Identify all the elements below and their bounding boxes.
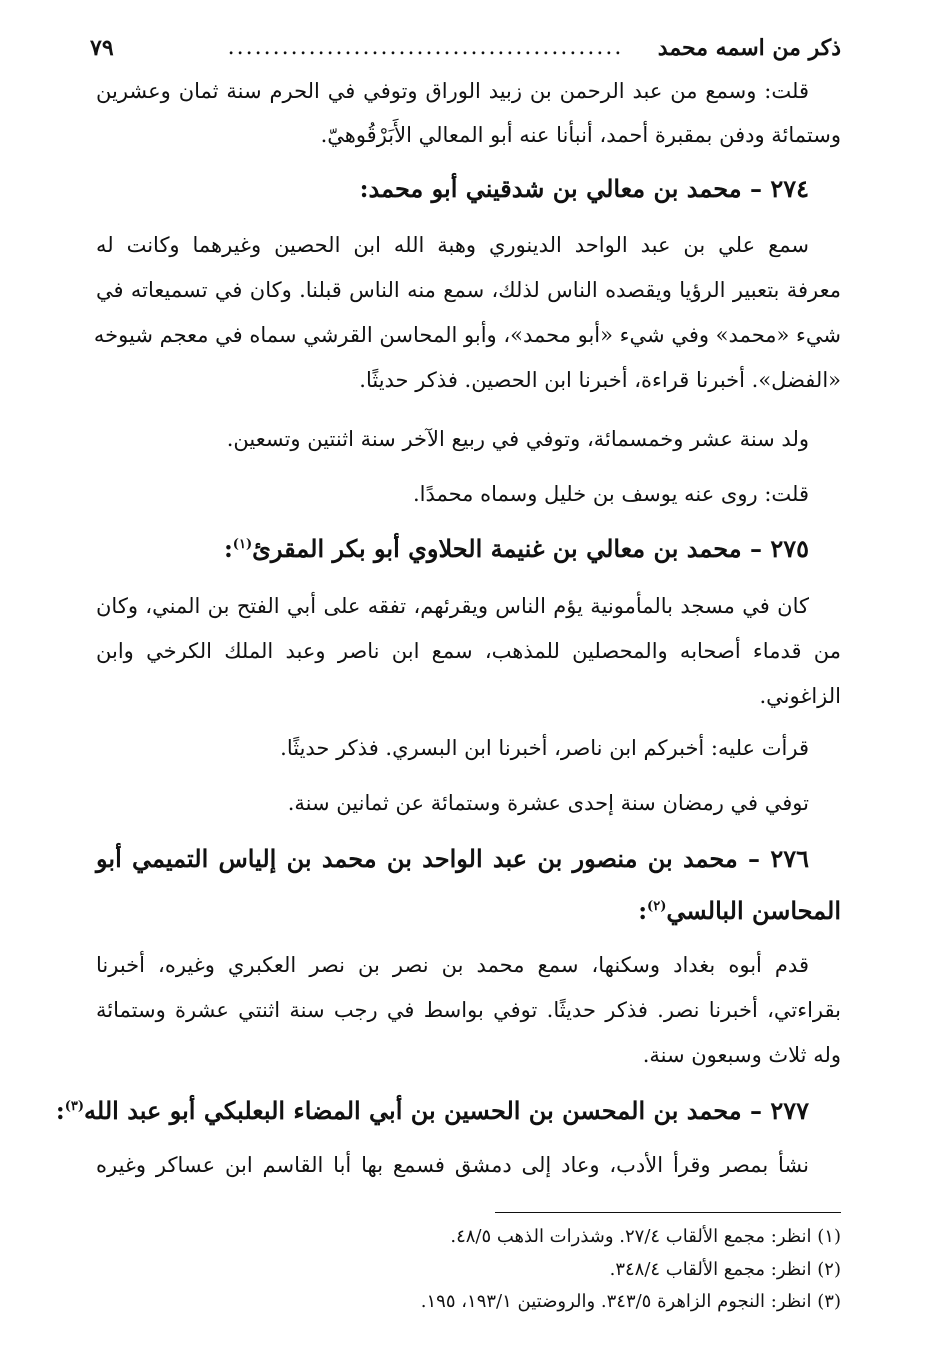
text-line: الزاغوني.: [759, 684, 841, 708]
text-line: سمع علي بن عبد الواحد الدينوري وهبة الله ابن الحصين وغيرهما وكانت له: [96, 233, 809, 257]
page-header: [90, 30, 841, 67]
footnote-ref: (٢): [647, 899, 667, 914]
text-line: من قدماء أصحابه والمحصلين للمذهب، سمع ابن ناصر وعبد الملك الكرخي وابن: [96, 639, 841, 663]
entry-heading-275: [96, 532, 809, 566]
entry-heading-274: ٢٧٤ – محمد بن معالي بن شدقيني أبو محمد:: [359, 174, 809, 203]
footnote: (١) انظر: مجمع الألقاب ٢٧/٤. وشذرات الذهب ٤٨/٥.: [450, 1226, 841, 1247]
heading-text: المحاسن البالسي: [666, 896, 841, 925]
heading-text: ٢٧٧ – محمد بن المحسن بن الحسين بن أبي المضاء البعلبكي أبو عبد الله: [84, 1096, 809, 1125]
footnote-ref: (٣): [64, 1099, 85, 1114]
text-line: معرفة بتعبير الرؤيا ويقصده الناس لذلك، سمع منه الناس قبلنا. وكان في تسميعاته في: [96, 278, 841, 302]
heading-colon: :: [55, 1096, 65, 1125]
footnote: (٢) انظر: مجمع الألقاب ٣٤٨/٤.: [609, 1259, 841, 1280]
entry-heading-277: [55, 1094, 809, 1128]
text-line: قلت: روى عنه يوسف بن خليل وسماه محمدًا.: [412, 482, 809, 506]
footnote-ref: (١): [232, 537, 253, 552]
text-line: شيء «محمد» وفي شيء «أبو محمد»، وأبو المحاسن القرشي سماه في معجم شيوخه: [93, 323, 841, 347]
running-title: ذكر من اسمه محمد: [657, 35, 841, 61]
text-line: توفي في رمضان سنة إحدى عشرة وستمائة عن ثمانين سنة.: [287, 791, 809, 815]
page-number: ٧٩: [90, 35, 114, 61]
text-line: نشأ بمصر وقرأ الأدب، وعاد إلى دمشق فسمع بها أبا القاسم ابن عساكر وغيره: [96, 1153, 809, 1177]
text-line: «الفضل». أخبرنا قراءة، أخبرنا ابن الحصين. فذكر حديثًا.: [359, 368, 841, 392]
text-line: بقراءتي، أخبرنا نصر. فذكر حديثًا. توفي بواسط في رجب سنة اثنتي عشرة وستمائة: [96, 998, 841, 1022]
entry-heading-276-cont: [96, 894, 841, 928]
heading-colon: :: [638, 896, 648, 925]
text-line: قلت: وسمع من عبد الرحمن بن زبيد الوراق وتوفي في الحرم سنة ثمان وعشرين: [96, 79, 809, 103]
entry-heading-276: ٢٧٦ – محمد بن منصور بن عبد الواحد بن محمد بن إلياس التميمي أبو: [96, 844, 809, 873]
footnote: (٣) انظر: النجوم الزاهرة ٣٤٣/٥. والروضتين ١٩٣/١، ١٩٥.: [420, 1291, 841, 1312]
text-line: كان في مسجد بالمأمونية يؤم الناس ويقرئهم، تفقه على أبي الفتح بن المني، وكان: [96, 594, 809, 618]
text-line: قدم أبوه بغداد وسكنها، سمع محمد بن نصر بن نصر العكبري وغيره، أخبرنا: [96, 953, 809, 977]
heading-text: ٢٧٥ – محمد بن معالي بن غنيمة الحلاوي أبو بكر المقرئ: [252, 534, 809, 563]
text-line: وله ثلاث وسبعون سنة.: [642, 1043, 841, 1067]
heading-colon: :: [223, 534, 233, 563]
text-line: ولد سنة عشر وخمسمائة، وتوفي في ربيع الآخر سنة اثنتين وتسعين.: [226, 427, 809, 451]
footnote-separator: [495, 1212, 841, 1213]
header-dot-leader: ............................................: [227, 35, 624, 60]
text-line: وستمائة ودفن بمقبرة أحمد، أنبأنا عنه أبو المعالي الأَبَرْقُوهيّ.: [320, 123, 841, 147]
text-line: قرأت عليه: أخبركم ابن ناصر، أخبرنا ابن البسري. فذكر حديثًا.: [280, 736, 809, 760]
